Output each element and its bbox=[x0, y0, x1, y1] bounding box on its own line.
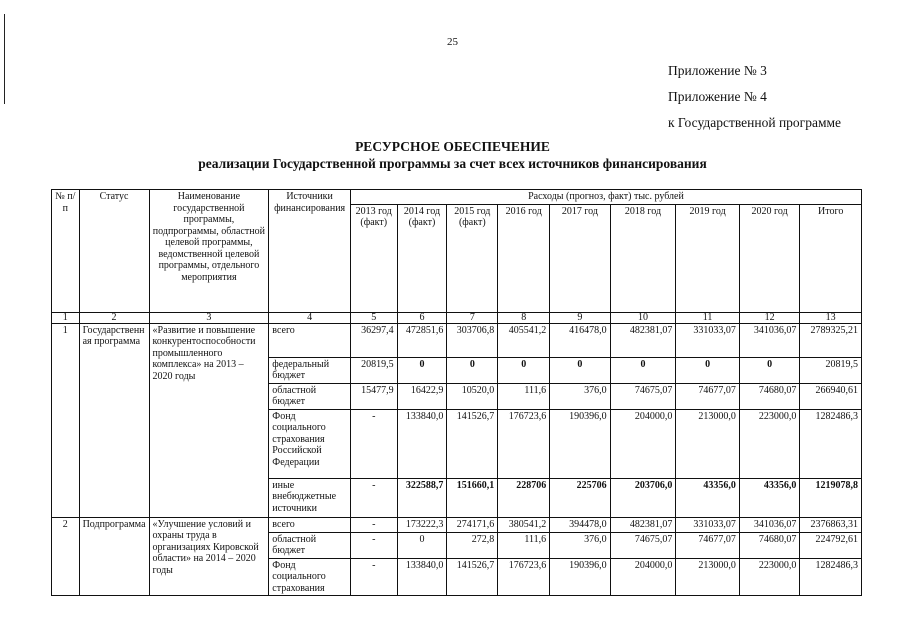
value-cell: - bbox=[350, 517, 397, 532]
value-cell: 20819,5 bbox=[800, 357, 862, 383]
value-cell: 16422,9 bbox=[397, 383, 447, 409]
value-cell: 20819,5 bbox=[350, 357, 397, 383]
value-cell: 0 bbox=[447, 357, 498, 383]
value-cell: 111,6 bbox=[498, 532, 550, 558]
margin-line bbox=[4, 14, 5, 104]
document-title bbox=[0, 138, 905, 172]
value-cell: 266940,61 bbox=[800, 383, 862, 409]
value-cell: 0 bbox=[610, 357, 676, 383]
subprogram-name: «Улучшение условий и охраны труда в организациях Кировской области» на 2014 – 2020 годы bbox=[149, 517, 269, 596]
program-name: «Развитие и повышение конкурентоспособности промышленного комплекса» на 2013 – 2020 годы bbox=[149, 323, 269, 517]
value-cell: 74680,07 bbox=[739, 383, 799, 409]
header-status: Статус bbox=[79, 190, 149, 313]
subprogram-status: Подпрограмма bbox=[79, 517, 149, 596]
title-line-1: РЕСУРСНОЕ ОБЕСПЕЧЕНИЕ bbox=[355, 139, 550, 154]
value-cell: 0 bbox=[397, 357, 447, 383]
value-cell: 341036,07 bbox=[739, 323, 799, 357]
subprogram-num: 2 bbox=[52, 517, 80, 596]
value-cell: 204000,0 bbox=[610, 409, 676, 478]
value-cell: 225706 bbox=[550, 478, 610, 517]
value-cell: 176723,6 bbox=[498, 409, 550, 478]
value-cell: 394478,0 bbox=[550, 517, 610, 532]
column-number: 10 bbox=[610, 312, 676, 323]
header-year-2016: 2016 год bbox=[498, 204, 550, 312]
appendix-line-3: к Государственной программе bbox=[668, 115, 842, 130]
value-cell: 176723,6 bbox=[498, 558, 550, 596]
value-cell: 151660,1 bbox=[447, 478, 498, 517]
header-year-2019: 2019 год bbox=[676, 204, 740, 312]
value-cell: 173222,3 bbox=[397, 517, 447, 532]
header-source: Источники финансирования bbox=[269, 190, 351, 313]
value-cell: 10520,0 bbox=[447, 383, 498, 409]
value-cell: 376,0 bbox=[550, 383, 610, 409]
column-number: 1 bbox=[52, 312, 80, 323]
title-line-2: реализации Государственной программы за счет всех источников финансирования bbox=[198, 156, 707, 171]
source-cell: областной бюджет bbox=[269, 383, 351, 409]
value-cell: - bbox=[350, 478, 397, 517]
source-cell: областной бюджет bbox=[269, 532, 351, 558]
value-cell: 141526,7 bbox=[447, 558, 498, 596]
value-cell: 2376863,31 bbox=[800, 517, 862, 532]
value-cell: 133840,0 bbox=[397, 409, 447, 478]
value-cell: 331033,07 bbox=[676, 517, 740, 532]
column-number: 9 bbox=[550, 312, 610, 323]
value-cell: 213000,0 bbox=[676, 558, 740, 596]
header-num: № п/п bbox=[52, 190, 80, 313]
appendix-line-2: Приложение № 4 bbox=[668, 89, 767, 104]
value-cell: 416478,0 bbox=[550, 323, 610, 357]
table-row bbox=[52, 517, 862, 532]
source-cell: Фонд социального страхования bbox=[269, 558, 351, 596]
value-cell: 380541,2 bbox=[498, 517, 550, 532]
value-cell: 74675,07 bbox=[610, 532, 676, 558]
value-cell: 0 bbox=[676, 357, 740, 383]
header-row bbox=[52, 190, 862, 205]
source-cell: федеральный бюджет bbox=[269, 357, 351, 383]
value-cell: 482381,07 bbox=[610, 323, 676, 357]
value-cell: 1282486,3 bbox=[800, 409, 862, 478]
value-cell: 0 bbox=[397, 532, 447, 558]
value-cell: 74680,07 bbox=[739, 532, 799, 558]
value-cell: 141526,7 bbox=[447, 409, 498, 478]
value-cell: 15477,9 bbox=[350, 383, 397, 409]
program-num: 1 bbox=[52, 323, 80, 517]
column-number: 12 bbox=[739, 312, 799, 323]
header-year-2014: 2014 год (факт) bbox=[397, 204, 447, 312]
value-cell: 1282486,3 bbox=[800, 558, 862, 596]
column-number: 2 bbox=[79, 312, 149, 323]
program-status: Государственная программа bbox=[79, 323, 149, 517]
value-cell: 341036,07 bbox=[739, 517, 799, 532]
value-cell: 0 bbox=[498, 357, 550, 383]
value-cell: 74677,07 bbox=[676, 532, 740, 558]
column-number: 7 bbox=[447, 312, 498, 323]
value-cell: 274171,6 bbox=[447, 517, 498, 532]
header-year-2015: 2015 год (факт) bbox=[447, 204, 498, 312]
source-cell: Фонд социального страхования Российской Федерации bbox=[269, 409, 351, 478]
source-cell: всего bbox=[269, 323, 351, 357]
value-cell: 190396,0 bbox=[550, 409, 610, 478]
column-number: 8 bbox=[498, 312, 550, 323]
column-number-row bbox=[52, 312, 862, 323]
value-cell: 482381,07 bbox=[610, 517, 676, 532]
value-cell: - bbox=[350, 558, 397, 596]
value-cell: 204000,0 bbox=[610, 558, 676, 596]
column-number: 3 bbox=[149, 312, 269, 323]
source-cell: иные внебюджетные источники bbox=[269, 478, 351, 517]
value-cell: 1219078,8 bbox=[800, 478, 862, 517]
source-cell: всего bbox=[269, 517, 351, 532]
value-cell: 74675,07 bbox=[610, 383, 676, 409]
value-cell: 43356,0 bbox=[676, 478, 740, 517]
value-cell: 228706 bbox=[498, 478, 550, 517]
value-cell: 272,8 bbox=[447, 532, 498, 558]
column-number: 11 bbox=[676, 312, 740, 323]
value-cell: 133840,0 bbox=[397, 558, 447, 596]
value-cell: 472851,6 bbox=[397, 323, 447, 357]
appendix-line-1: Приложение № 3 bbox=[668, 63, 767, 78]
value-cell: 111,6 bbox=[498, 383, 550, 409]
header-total: Итого bbox=[800, 204, 862, 312]
header-year-2020: 2020 год bbox=[739, 204, 799, 312]
value-cell: 376,0 bbox=[550, 532, 610, 558]
header-year-2017: 2017 год bbox=[550, 204, 610, 312]
value-cell: 36297,4 bbox=[350, 323, 397, 357]
value-cell: 213000,0 bbox=[676, 409, 740, 478]
value-cell: 0 bbox=[550, 357, 610, 383]
column-number: 4 bbox=[269, 312, 351, 323]
value-cell: - bbox=[350, 409, 397, 478]
column-number: 5 bbox=[350, 312, 397, 323]
value-cell: 405541,2 bbox=[498, 323, 550, 357]
value-cell: 2789325,21 bbox=[800, 323, 862, 357]
header-expenses: Расходы (прогноз, факт) тыс. рублей bbox=[350, 190, 861, 205]
header-name: Наименование государственной программы, подпрограммы, областной целевой программы, ведомственной целевой программы, отдельного мероприятия bbox=[149, 190, 269, 313]
table-row bbox=[52, 323, 862, 357]
page-number: 25 bbox=[447, 36, 458, 48]
column-number: 6 bbox=[397, 312, 447, 323]
value-cell: 223000,0 bbox=[739, 409, 799, 478]
header-year-2013: 2013 год (факт) bbox=[350, 204, 397, 312]
value-cell: 190396,0 bbox=[550, 558, 610, 596]
value-cell: 331033,07 bbox=[676, 323, 740, 357]
value-cell: - bbox=[350, 532, 397, 558]
value-cell: 74677,07 bbox=[676, 383, 740, 409]
value-cell: 322588,7 bbox=[397, 478, 447, 517]
value-cell: 203706,0 bbox=[610, 478, 676, 517]
value-cell: 224792,61 bbox=[800, 532, 862, 558]
resource-table bbox=[51, 189, 862, 596]
value-cell: 223000,0 bbox=[739, 558, 799, 596]
value-cell: 0 bbox=[739, 357, 799, 383]
value-cell: 303706,8 bbox=[447, 323, 498, 357]
column-number: 13 bbox=[800, 312, 862, 323]
header-year-2018: 2018 год bbox=[610, 204, 676, 312]
value-cell: 43356,0 bbox=[739, 478, 799, 517]
